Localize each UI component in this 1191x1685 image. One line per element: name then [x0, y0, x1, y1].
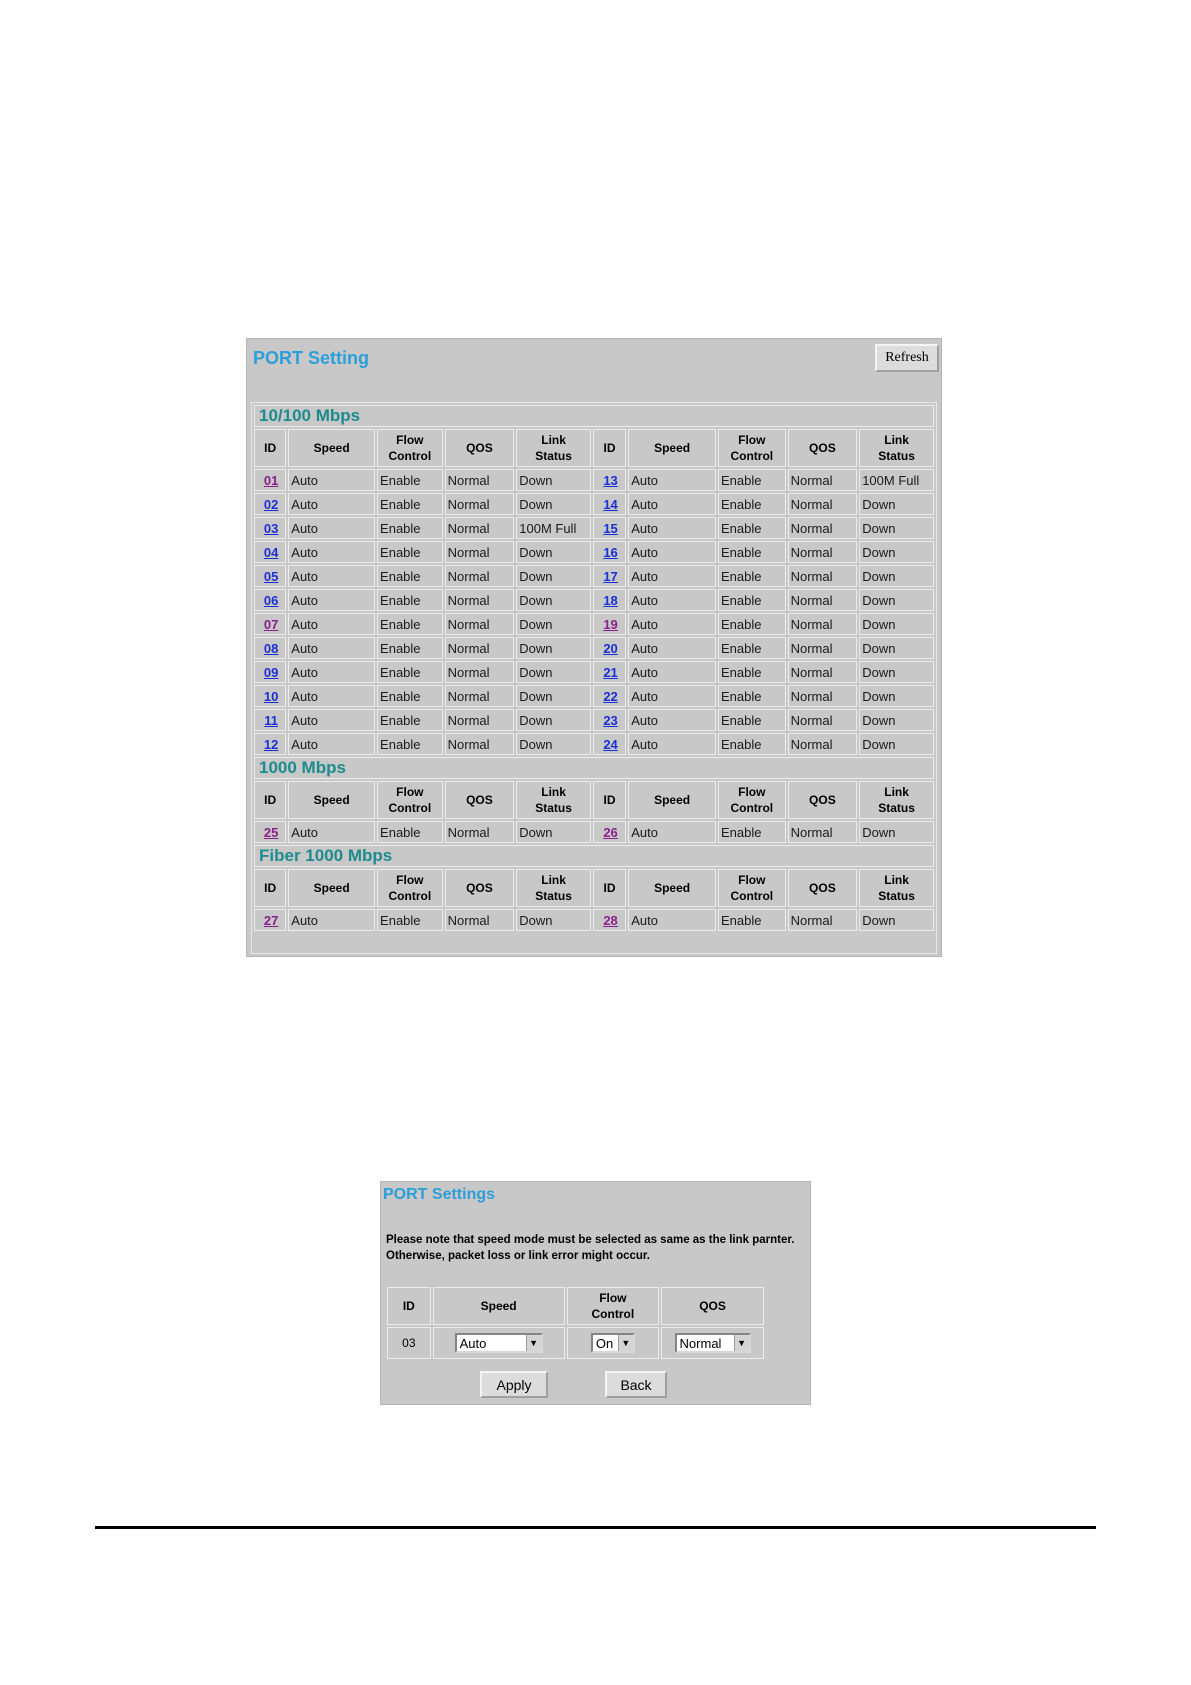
qos-value: Normal — [788, 909, 858, 931]
port-id-cell — [593, 909, 626, 931]
port-link-25[interactable]: 25 — [263, 824, 279, 840]
table-row — [254, 541, 934, 563]
port-link-07[interactable]: 07 — [263, 616, 279, 632]
page-title: PORT Setting — [253, 348, 369, 368]
port-id-cell — [593, 469, 626, 491]
flow-control-value: Enable — [718, 637, 786, 659]
port-table-frame — [251, 402, 937, 954]
speed-mode-note — [386, 1232, 806, 1264]
port-link-21[interactable]: 21 — [603, 664, 618, 680]
flow-control-value: Enable — [377, 541, 443, 563]
qos-value: Normal — [445, 613, 515, 635]
speed-value: Auto — [628, 565, 716, 587]
header-flow-control — [718, 781, 786, 819]
link-status-value: Down — [859, 637, 934, 659]
qos-value: Normal — [445, 589, 515, 611]
speed-value: Auto — [628, 733, 716, 755]
flow-control-value: Enable — [718, 821, 786, 843]
qos-value: Normal — [445, 637, 515, 659]
link-status-value: Down — [859, 541, 934, 563]
speed-value: Auto — [628, 709, 716, 731]
header-link-status — [859, 869, 934, 907]
port-id-cell — [254, 661, 286, 683]
speed-value: Auto — [628, 661, 716, 683]
qos-value: Normal — [445, 493, 515, 515]
flow-control-value: Enable — [718, 589, 786, 611]
header-flow-line2: Control — [388, 449, 432, 463]
header-link-status — [516, 781, 591, 819]
qos-value: Normal — [445, 909, 515, 931]
port-settings-edit-panel — [380, 1181, 811, 1405]
section-header-row — [254, 845, 934, 867]
header-flow-line2: Control — [730, 801, 774, 815]
port-link-10[interactable]: 10 — [263, 688, 279, 704]
port-id-cell — [254, 517, 286, 539]
qos-value: Normal — [445, 661, 515, 683]
port-id-cell — [593, 589, 626, 611]
table-row — [254, 909, 934, 931]
header-id: ID — [593, 429, 626, 467]
link-status-value: Down — [516, 589, 591, 611]
header-flow-control — [377, 869, 443, 907]
speed-value: Auto — [628, 469, 716, 491]
port-edit-table — [385, 1285, 766, 1361]
port-setting-panel — [246, 338, 942, 957]
link-status-value: Down — [516, 637, 591, 659]
section-title: 10/100 Mbps — [254, 405, 934, 427]
header-qos: QOS — [445, 781, 515, 819]
flow-control-value: Enable — [718, 493, 786, 515]
header-link-line1: Link — [541, 873, 566, 887]
speed-value: Auto — [628, 821, 716, 843]
port-id-cell — [254, 493, 286, 515]
qos-value: Normal — [788, 637, 858, 659]
refresh-button[interactable]: Refresh — [875, 344, 939, 372]
qos-value: Normal — [445, 517, 515, 539]
port-link-16[interactable]: 16 — [603, 544, 618, 560]
link-status-value: Down — [516, 909, 591, 931]
port-link-08[interactable]: 08 — [263, 640, 279, 656]
port-link-20[interactable]: 20 — [603, 640, 618, 656]
header-speed: Speed — [433, 1287, 565, 1325]
link-status-value: Down — [516, 821, 591, 843]
port-id-value: 03 — [387, 1327, 431, 1359]
qos-value: Normal — [445, 685, 515, 707]
flow-control-value: Enable — [377, 517, 443, 539]
qos-value: Normal — [788, 589, 858, 611]
speed-value: Auto — [628, 589, 716, 611]
note-line-2: Otherwise, packet loss or link error might occur. — [386, 1250, 650, 1262]
header-speed: Speed — [628, 869, 716, 907]
table-row — [254, 709, 934, 731]
link-status-value: Down — [859, 709, 934, 731]
header-qos: QOS — [788, 429, 858, 467]
table-row — [254, 637, 934, 659]
port-link-23[interactable]: 23 — [603, 712, 618, 728]
port-link-15[interactable]: 15 — [603, 520, 618, 536]
link-status-value: Down — [859, 821, 934, 843]
speed-value: Auto — [288, 909, 375, 931]
port-id-cell — [593, 821, 626, 843]
speed-value: Auto — [288, 565, 375, 587]
speed-value: Auto — [628, 909, 716, 931]
speed-select[interactable] — [455, 1333, 543, 1353]
flow-control-value: Enable — [377, 613, 443, 635]
port-link-12[interactable]: 12 — [263, 736, 279, 752]
flow-control-value: Enable — [377, 637, 443, 659]
flow-control-value: Enable — [377, 709, 443, 731]
qos-cell — [661, 1327, 764, 1359]
speed-value: Auto — [628, 493, 716, 515]
qos-value: Normal — [788, 685, 858, 707]
qos-value: Normal — [788, 565, 858, 587]
header-flow-line1: Flow — [396, 433, 424, 447]
flow-control-value: Enable — [377, 821, 443, 843]
header-flow-line1: Flow — [738, 433, 766, 447]
port-id-cell — [254, 565, 286, 587]
link-status-value: Down — [516, 709, 591, 731]
section-title: 1000 Mbps — [254, 757, 934, 779]
header-qos: QOS — [788, 869, 858, 907]
port-id-cell — [593, 709, 626, 731]
port-link-27[interactable]: 27 — [263, 912, 279, 928]
port-id-cell — [254, 733, 286, 755]
table-row — [254, 517, 934, 539]
port-id-cell — [254, 821, 286, 843]
table-row — [254, 733, 934, 755]
port-status-table — [252, 403, 936, 933]
header-speed: Speed — [628, 429, 716, 467]
port-link-24[interactable]: 24 — [603, 736, 618, 752]
header-link-line2: Status — [878, 801, 915, 815]
port-id-cell — [593, 493, 626, 515]
speed-value: Auto — [288, 493, 375, 515]
header-flow-line1: Flow — [738, 873, 766, 887]
note-line-1: Please note that speed mode must be selected as same as the link parnter. — [386, 1234, 795, 1246]
link-status-value: Down — [859, 613, 934, 635]
header-flow-control — [377, 781, 443, 819]
port-link-18[interactable]: 18 — [603, 592, 618, 608]
header-flow-line2: Control — [388, 801, 432, 815]
footer-divider — [95, 1526, 1096, 1529]
speed-value: Auto — [288, 821, 375, 843]
header-link-line2: Status — [535, 889, 572, 903]
qos-value: Normal — [788, 469, 858, 491]
flow-control-value: Enable — [718, 541, 786, 563]
header-link-status — [516, 429, 591, 467]
table-row — [254, 661, 934, 683]
link-status-value: Down — [516, 493, 591, 515]
header-link-line2: Status — [535, 801, 572, 815]
header-link-line1: Link — [884, 873, 909, 887]
speed-value: Auto — [288, 709, 375, 731]
flow-control-value: Enable — [718, 469, 786, 491]
port-link-04[interactable]: 04 — [263, 544, 279, 560]
speed-value: Auto — [288, 685, 375, 707]
speed-select-value: Auto — [459, 1336, 487, 1351]
header-link-line1: Link — [541, 785, 566, 799]
port-id-cell — [593, 541, 626, 563]
flow-control-value: Enable — [377, 493, 443, 515]
flow-control-value: Enable — [718, 909, 786, 931]
flow-control-cell — [567, 1327, 659, 1359]
header-flow-line2: Control — [388, 889, 432, 903]
port-id-cell — [254, 541, 286, 563]
port-id-cell — [254, 613, 286, 635]
port-link-01[interactable]: 01 — [263, 472, 279, 488]
port-id-cell — [254, 637, 286, 659]
header-flow-line1: Flow — [599, 1291, 627, 1305]
header-flow-line2: Control — [591, 1307, 635, 1321]
header-flow-control — [718, 429, 786, 467]
header-speed: Speed — [288, 869, 375, 907]
flow-control-value: Enable — [718, 733, 786, 755]
column-header-row — [254, 781, 934, 819]
speed-value: Auto — [628, 685, 716, 707]
flow-control-value: Enable — [377, 565, 443, 587]
link-status-value: Down — [516, 733, 591, 755]
qos-value: Normal — [788, 613, 858, 635]
port-id-cell — [254, 709, 286, 731]
port-id-cell — [254, 589, 286, 611]
link-status-value: Down — [859, 909, 934, 931]
port-id-cell — [593, 613, 626, 635]
qos-value: Normal — [445, 709, 515, 731]
edit-row — [387, 1327, 764, 1359]
link-status-value: Down — [516, 565, 591, 587]
link-status-value: Down — [859, 493, 934, 515]
speed-value: Auto — [288, 589, 375, 611]
edit-page-title: PORT Settings — [383, 1186, 496, 1203]
qos-value: Normal — [788, 517, 858, 539]
header-flow-line1: Flow — [396, 785, 424, 799]
speed-value: Auto — [288, 637, 375, 659]
flow-control-value: Enable — [718, 613, 786, 635]
link-status-value: Down — [859, 685, 934, 707]
qos-value: Normal — [788, 821, 858, 843]
flow-control-value: Enable — [718, 517, 786, 539]
header-flow-control — [377, 429, 443, 467]
port-id-cell — [254, 685, 286, 707]
qos-value: Normal — [788, 661, 858, 683]
header-flow-line1: Flow — [396, 873, 424, 887]
table-row — [254, 565, 934, 587]
flow-control-value: Enable — [377, 661, 443, 683]
port-link-28[interactable]: 28 — [603, 912, 618, 928]
section-header-row — [254, 757, 934, 779]
qos-value: Normal — [788, 541, 858, 563]
header-id: ID — [387, 1287, 431, 1325]
link-status-value: Down — [859, 517, 934, 539]
speed-value: Auto — [288, 661, 375, 683]
port-id-cell — [593, 637, 626, 659]
flow-control-value: Enable — [377, 685, 443, 707]
link-status-value: 100M Full — [859, 469, 934, 491]
port-link-13[interactable]: 13 — [603, 472, 618, 488]
section-header-row — [254, 405, 934, 427]
header-link-line1: Link — [541, 433, 566, 447]
port-id-cell — [254, 469, 286, 491]
port-link-11[interactable]: 11 — [264, 712, 279, 728]
header-flow-line1: Flow — [738, 785, 766, 799]
flow-control-value: Enable — [718, 685, 786, 707]
flow-control-value: Enable — [377, 909, 443, 931]
qos-value: Normal — [788, 733, 858, 755]
speed-value: Auto — [628, 517, 716, 539]
apply-button[interactable]: Apply — [480, 1371, 548, 1398]
header-qos: QOS — [788, 781, 858, 819]
qos-value: Normal — [445, 733, 515, 755]
speed-value: Auto — [288, 733, 375, 755]
table-row — [254, 589, 934, 611]
header-link-status — [516, 869, 591, 907]
link-status-value: Down — [859, 733, 934, 755]
link-status-value: Down — [516, 541, 591, 563]
table-row — [254, 469, 934, 491]
chevron-down-icon[interactable]: ▼ — [734, 1335, 749, 1351]
table-row — [254, 493, 934, 515]
qos-select[interactable] — [675, 1333, 751, 1353]
link-status-value: Down — [516, 685, 591, 707]
flow-control-value: Enable — [377, 733, 443, 755]
speed-value: Auto — [288, 613, 375, 635]
port-id-cell — [254, 909, 286, 931]
header-flow-control — [567, 1287, 659, 1325]
link-status-value: 100M Full — [516, 517, 591, 539]
edit-header-row — [387, 1287, 764, 1325]
column-header-row — [254, 429, 934, 467]
flow-control-select-value: On — [595, 1336, 614, 1351]
link-status-value: Down — [859, 565, 934, 587]
flow-control-value: Enable — [718, 709, 786, 731]
header-flow-control — [718, 869, 786, 907]
qos-value: Normal — [445, 821, 515, 843]
port-link-05[interactable]: 05 — [263, 568, 279, 584]
header-speed: Speed — [288, 429, 375, 467]
chevron-down-icon[interactable]: ▼ — [526, 1335, 541, 1351]
header-id: ID — [593, 781, 626, 819]
header-speed: Speed — [628, 781, 716, 819]
qos-value: Normal — [788, 493, 858, 515]
speed-value: Auto — [288, 517, 375, 539]
speed-cell — [433, 1327, 565, 1359]
header-speed: Speed — [288, 781, 375, 819]
port-id-cell — [593, 661, 626, 683]
header-flow-line2: Control — [730, 449, 774, 463]
port-link-06[interactable]: 06 — [263, 592, 279, 608]
qos-value: Normal — [445, 565, 515, 587]
back-button[interactable]: Back — [605, 1371, 667, 1398]
header-link-line2: Status — [535, 449, 572, 463]
speed-value: Auto — [628, 637, 716, 659]
header-link-line2: Status — [878, 449, 915, 463]
column-header-row — [254, 869, 934, 907]
port-link-02[interactable]: 02 — [263, 496, 279, 512]
speed-value: Auto — [288, 469, 375, 491]
speed-value: Auto — [628, 613, 716, 635]
header-flow-line2: Control — [730, 889, 774, 903]
table-row — [254, 613, 934, 635]
qos-value: Normal — [445, 541, 515, 563]
header-link-line1: Link — [884, 433, 909, 447]
port-id-cell — [593, 565, 626, 587]
chevron-down-icon[interactable]: ▼ — [618, 1335, 633, 1351]
header-id: ID — [254, 781, 286, 819]
table-row — [254, 821, 934, 843]
speed-value: Auto — [288, 541, 375, 563]
link-status-value: Down — [859, 661, 934, 683]
port-link-26[interactable]: 26 — [603, 824, 618, 840]
port-link-22[interactable]: 22 — [603, 688, 618, 704]
flow-control-value: Enable — [377, 469, 443, 491]
qos-value: Normal — [445, 469, 515, 491]
qos-value: Normal — [788, 709, 858, 731]
link-status-value: Down — [516, 469, 591, 491]
port-id-cell — [593, 517, 626, 539]
speed-value: Auto — [628, 541, 716, 563]
link-status-value: Down — [516, 613, 591, 635]
link-status-value: Down — [516, 661, 591, 683]
header-link-status — [859, 781, 934, 819]
flow-control-value: Enable — [718, 661, 786, 683]
flow-control-value: Enable — [377, 589, 443, 611]
header-qos: QOS — [445, 429, 515, 467]
qos-select-value: Normal — [679, 1336, 722, 1351]
header-qos: QOS — [445, 869, 515, 907]
port-link-14[interactable]: 14 — [603, 496, 618, 512]
header-id: ID — [254, 429, 286, 467]
header-link-status — [859, 429, 934, 467]
section-title: Fiber 1000 Mbps — [254, 845, 934, 867]
flow-control-select[interactable] — [591, 1333, 635, 1353]
flow-control-value: Enable — [718, 565, 786, 587]
port-link-09[interactable]: 09 — [263, 664, 279, 680]
header-id: ID — [254, 869, 286, 907]
port-id-cell — [593, 685, 626, 707]
port-link-19[interactable]: 19 — [603, 616, 618, 632]
port-id-cell — [593, 733, 626, 755]
header-link-line2: Status — [878, 889, 915, 903]
port-link-03[interactable]: 03 — [263, 520, 279, 536]
header-id: ID — [593, 869, 626, 907]
table-row — [254, 685, 934, 707]
link-status-value: Down — [859, 589, 934, 611]
header-qos: QOS — [661, 1287, 764, 1325]
port-link-17[interactable]: 17 — [603, 568, 618, 584]
header-link-line1: Link — [884, 785, 909, 799]
